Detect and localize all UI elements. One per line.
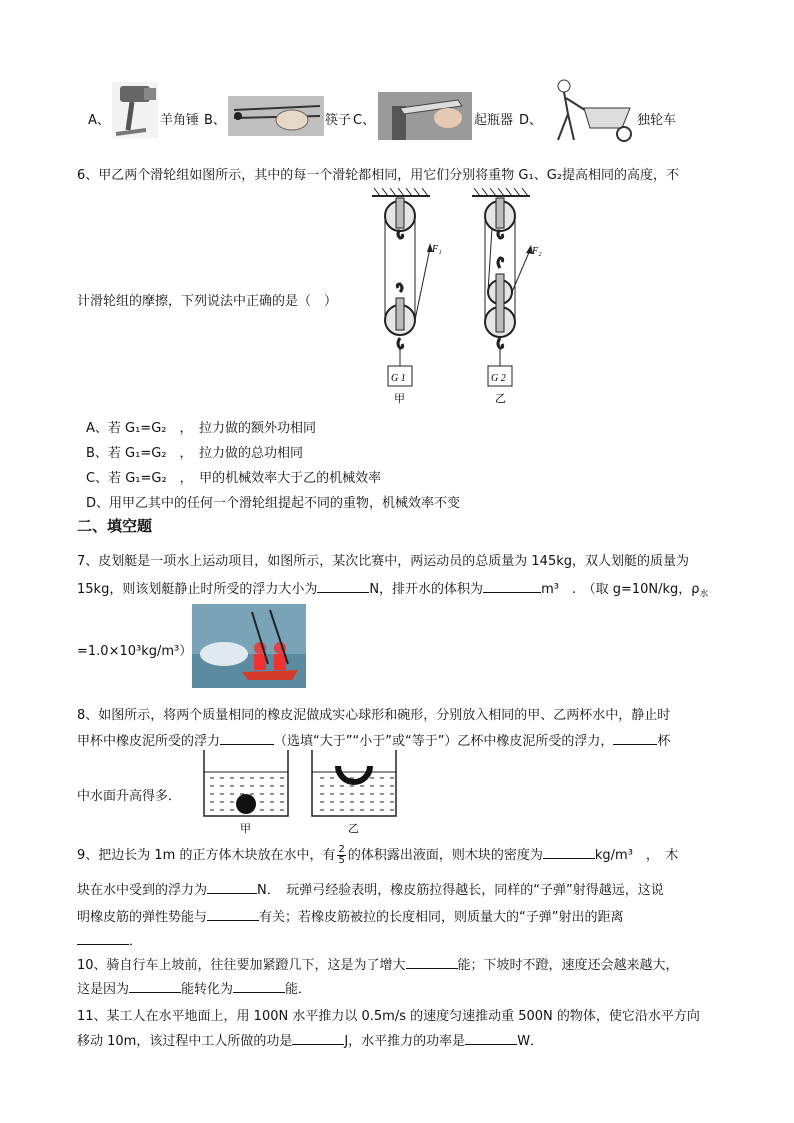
q9-text: 有关；若橡皮筋被拉的长度相同，则质量大的“子弹”射出的距离 [259, 910, 624, 925]
q10-line1 [77, 954, 679, 973]
q9-line2 [77, 879, 664, 898]
fraction [337, 845, 345, 866]
jia-moving-pulley [385, 284, 415, 348]
q8-text: 甲杯中橡皮泥所受的浮力 [77, 734, 221, 749]
figure-label-yi: 乙 [495, 392, 506, 405]
q7-text: m³ . （取 g=10N/kg，ρ [541, 582, 700, 597]
q7-text: N，排开水的体积为 [369, 582, 484, 597]
chopsticks-image [228, 96, 324, 136]
q9-line1 [77, 844, 678, 866]
wheelbarrow-image [544, 78, 634, 146]
q9-buoyancy-blank[interactable] [207, 881, 257, 894]
q8-text: （选填“大于”“小于”或“等于”）乙杯中橡皮泥所受的浮力， [274, 734, 614, 749]
q10-text: 这是因为 [77, 982, 130, 997]
q7-buoyancy-blank[interactable] [317, 580, 369, 593]
q6-option-d: D、用甲乙其中的任何一个滑轮组提起不同的重物，机械效率不变 [86, 496, 461, 511]
q8-line1: 8、如图所示，将两个质量相同的橡皮泥做成实心球形和碗形，分别放入相同的甲、乙两杯水中，静止时 [77, 708, 671, 723]
section-heading: 二、填空题 [77, 517, 153, 535]
q7-line2 [77, 578, 709, 600]
q9-distance-blank[interactable] [77, 932, 129, 945]
q11-line2 [77, 1030, 543, 1049]
q11-line1: 11、某工人在水平地面上，用 100N 水平推力以 0.5m/s 的速度匀速推动重 500N 的物体，使它沿水平方向 [77, 1009, 700, 1024]
q10-from-energy-blank[interactable] [129, 980, 181, 993]
q5-option-b-text: 筷子 [325, 113, 352, 128]
yi-fixed-pulley [485, 198, 515, 238]
q8-buoyancy-blank[interactable] [220, 732, 274, 745]
q10-text: 10、骑自行车上坡前，往往要加紧蹬几下，这是为了增大 [77, 958, 406, 973]
q9-text: ． [129, 934, 143, 949]
cup-yi [312, 750, 396, 816]
q9-line3 [77, 906, 624, 925]
q8-text: 杯 [657, 734, 671, 749]
q11-text: J，水平推力的功率是 [344, 1034, 466, 1049]
cups-figure [200, 750, 400, 836]
q5-option-a-text: 羊角锤 [160, 113, 200, 128]
q8-line3: 中水面升高得多． [77, 789, 182, 804]
q10-text: 能；下坡时不蹬，速度还会越来越大， [457, 958, 679, 973]
q9-text: kg/m³ ， 木 [594, 848, 679, 863]
fraction-numerator: 2 [338, 844, 345, 855]
q7-rho-subscript: 水 [699, 589, 709, 600]
q7-line1: 7、皮划艇是一项水上运动项目，如图所示，某次比赛中，两运动员的总质量为 145kg，双人划艇的质量为 [77, 554, 689, 569]
fraction-denominator: 5 [338, 855, 345, 866]
q6-stem-line2: 计滑轮组的摩擦，下列说法中正确的是（ ） [77, 294, 338, 309]
ceiling-yi [472, 188, 530, 196]
q5-option-d-label: D、 [519, 113, 543, 128]
q9-energy-blank[interactable] [207, 908, 259, 921]
q10-to-energy-blank[interactable] [233, 980, 285, 993]
cup-jia [204, 750, 288, 816]
q9-text: 块在水中受到的浮力为 [77, 883, 208, 898]
q5-option-b-label: B、 [204, 113, 226, 128]
pulley-figure [360, 188, 560, 410]
q6-option-a: A、若 G₁=G₂ ， 拉力做的额外功相同 [86, 421, 316, 436]
bottle-opener-image [378, 92, 472, 140]
weight-g1-label: G 1 [391, 373, 406, 384]
q6-option-c: C、若 G₁=G₂ ， 甲的机械效率大于乙的机械效率 [86, 471, 382, 486]
weight-g2-label: G 2 [491, 373, 506, 384]
q9-text: 9、把边长为 1m 的正方体木块放在水中，有 [77, 848, 336, 863]
q8-line2 [77, 730, 670, 749]
q6-stem-line1: 6、甲乙两个滑轮组如图所示，其中的每一个滑轮都相同，用它们分别将重物 G₁、G₂提高相同的高度，不 [77, 168, 679, 183]
cup-label-yi: 乙 [348, 822, 359, 835]
q9-text: N． 玩弹弓经验表明，橡皮筋拉得越长，同样的“子弹”射得越远，这说 [257, 883, 664, 898]
q11-text: 移动 10m，该过程中工人所做的功是 [77, 1034, 293, 1049]
force-f1-label: F₁ [432, 244, 442, 255]
q5-option-d-text: 独轮车 [637, 113, 677, 128]
q9-line4 [77, 930, 142, 949]
figure-label-jia: 甲 [394, 392, 405, 405]
q8-cup-blank[interactable] [613, 732, 657, 745]
q10-energy-blank[interactable] [406, 956, 458, 969]
force-f2-label: F₂ [532, 246, 542, 257]
jia-fixed-pulley [385, 198, 415, 238]
q5-option-c-text: 起瓶器 [474, 113, 514, 128]
q9-text: 的体积露出液面，则木块的密度为 [347, 848, 543, 863]
q7-volume-blank[interactable] [483, 580, 541, 593]
q11-work-blank[interactable] [292, 1032, 344, 1045]
q7-text: 15kg，则该划艇静止时所受的浮力大小为 [77, 582, 318, 597]
q5-option-c-label: C、 [353, 113, 376, 128]
q10-text: 能转化为 [181, 982, 234, 997]
q9-text: 明橡皮筋的弹性势能与 [77, 910, 208, 925]
q11-power-blank[interactable] [465, 1032, 517, 1045]
q6-option-b: B、若 G₁=G₂ ， 拉力做的总功相同 [86, 446, 304, 461]
hammer-image [110, 80, 160, 140]
q11-text: W． [517, 1034, 544, 1049]
q9-density-blank[interactable] [543, 846, 595, 859]
cup-label-jia: 甲 [240, 822, 251, 835]
q7-line3: =1.0×10³kg/m³） [77, 644, 193, 659]
kayak-photo [192, 604, 306, 688]
q10-line2 [77, 978, 311, 997]
q10-text: 能． [285, 982, 312, 997]
q5-option-a-label: A、 [88, 113, 110, 128]
ceiling-jia [372, 188, 430, 196]
